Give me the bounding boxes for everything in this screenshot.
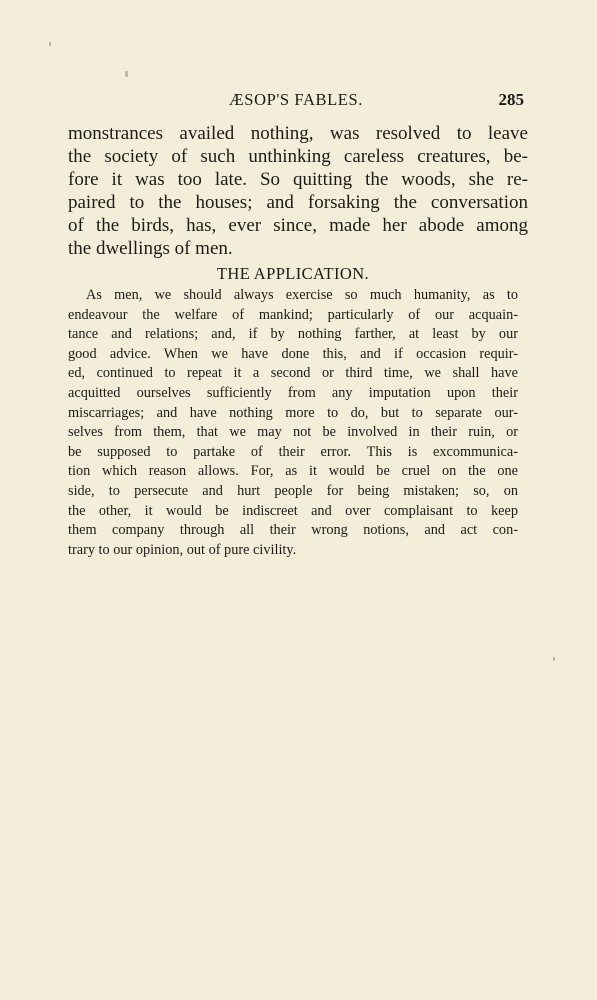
text-line: tion which reason allows. For, as it would be cruel on the one bbox=[68, 463, 518, 480]
text-line: the society of such unthinking careless creatures, be- bbox=[68, 146, 528, 167]
application-text bbox=[68, 286, 518, 560]
paper-speck bbox=[49, 42, 51, 46]
text-line: trary to our opinion, out of pure civility. bbox=[68, 541, 297, 558]
section-heading: THE APPLICATION. bbox=[216, 264, 370, 283]
text-line: good advice. When we have done this, and if occasion requir- bbox=[68, 345, 518, 362]
fable-text bbox=[68, 122, 528, 260]
paper-speck bbox=[125, 71, 128, 77]
text-line: be supposed to partake of their error. This is excommunica- bbox=[68, 443, 518, 460]
text-line: fore it was too late. So quitting the woods, she re- bbox=[68, 169, 528, 190]
text-line: tance and relations; and, if by nothing farther, at least by our bbox=[68, 326, 518, 343]
text-line: ed, continued to repeat it a second or third time, we shall have bbox=[68, 365, 518, 382]
text-line: of the birds, has, ever since, made her abode among bbox=[68, 215, 528, 236]
text-line: the other, it would be indiscreet and over complaisant to keep bbox=[68, 502, 518, 519]
text-line: endeavour the welfare of mankind; particularly of our acquain- bbox=[68, 306, 518, 323]
text-line: side, to persecute and hurt people for being mistaken; so, on bbox=[68, 482, 518, 499]
paper-speck bbox=[553, 657, 555, 661]
text-line: acquitted ourselves sufficiently from any imputation upon their bbox=[68, 384, 518, 401]
text-line: monstrances availed nothing, was resolved to leave bbox=[68, 123, 528, 144]
text-line: the dwellings of men. bbox=[68, 238, 233, 259]
page-number: 285 bbox=[498, 90, 524, 109]
text-line: them company through all their wrong notions, and act con- bbox=[68, 522, 518, 539]
text-line: As men, we should always exercise so much humanity, as to bbox=[86, 287, 518, 303]
text-line: paired to the houses; and forsaking the conversation bbox=[68, 192, 528, 213]
running-head: ÆSOP'S FABLES. bbox=[229, 90, 363, 109]
text-line: selves from them, that we may not be involved in their ruin, or bbox=[68, 424, 518, 441]
page-header bbox=[68, 88, 524, 112]
text-line: miscarriages; and have nothing more to do, but to separate our- bbox=[68, 404, 518, 421]
